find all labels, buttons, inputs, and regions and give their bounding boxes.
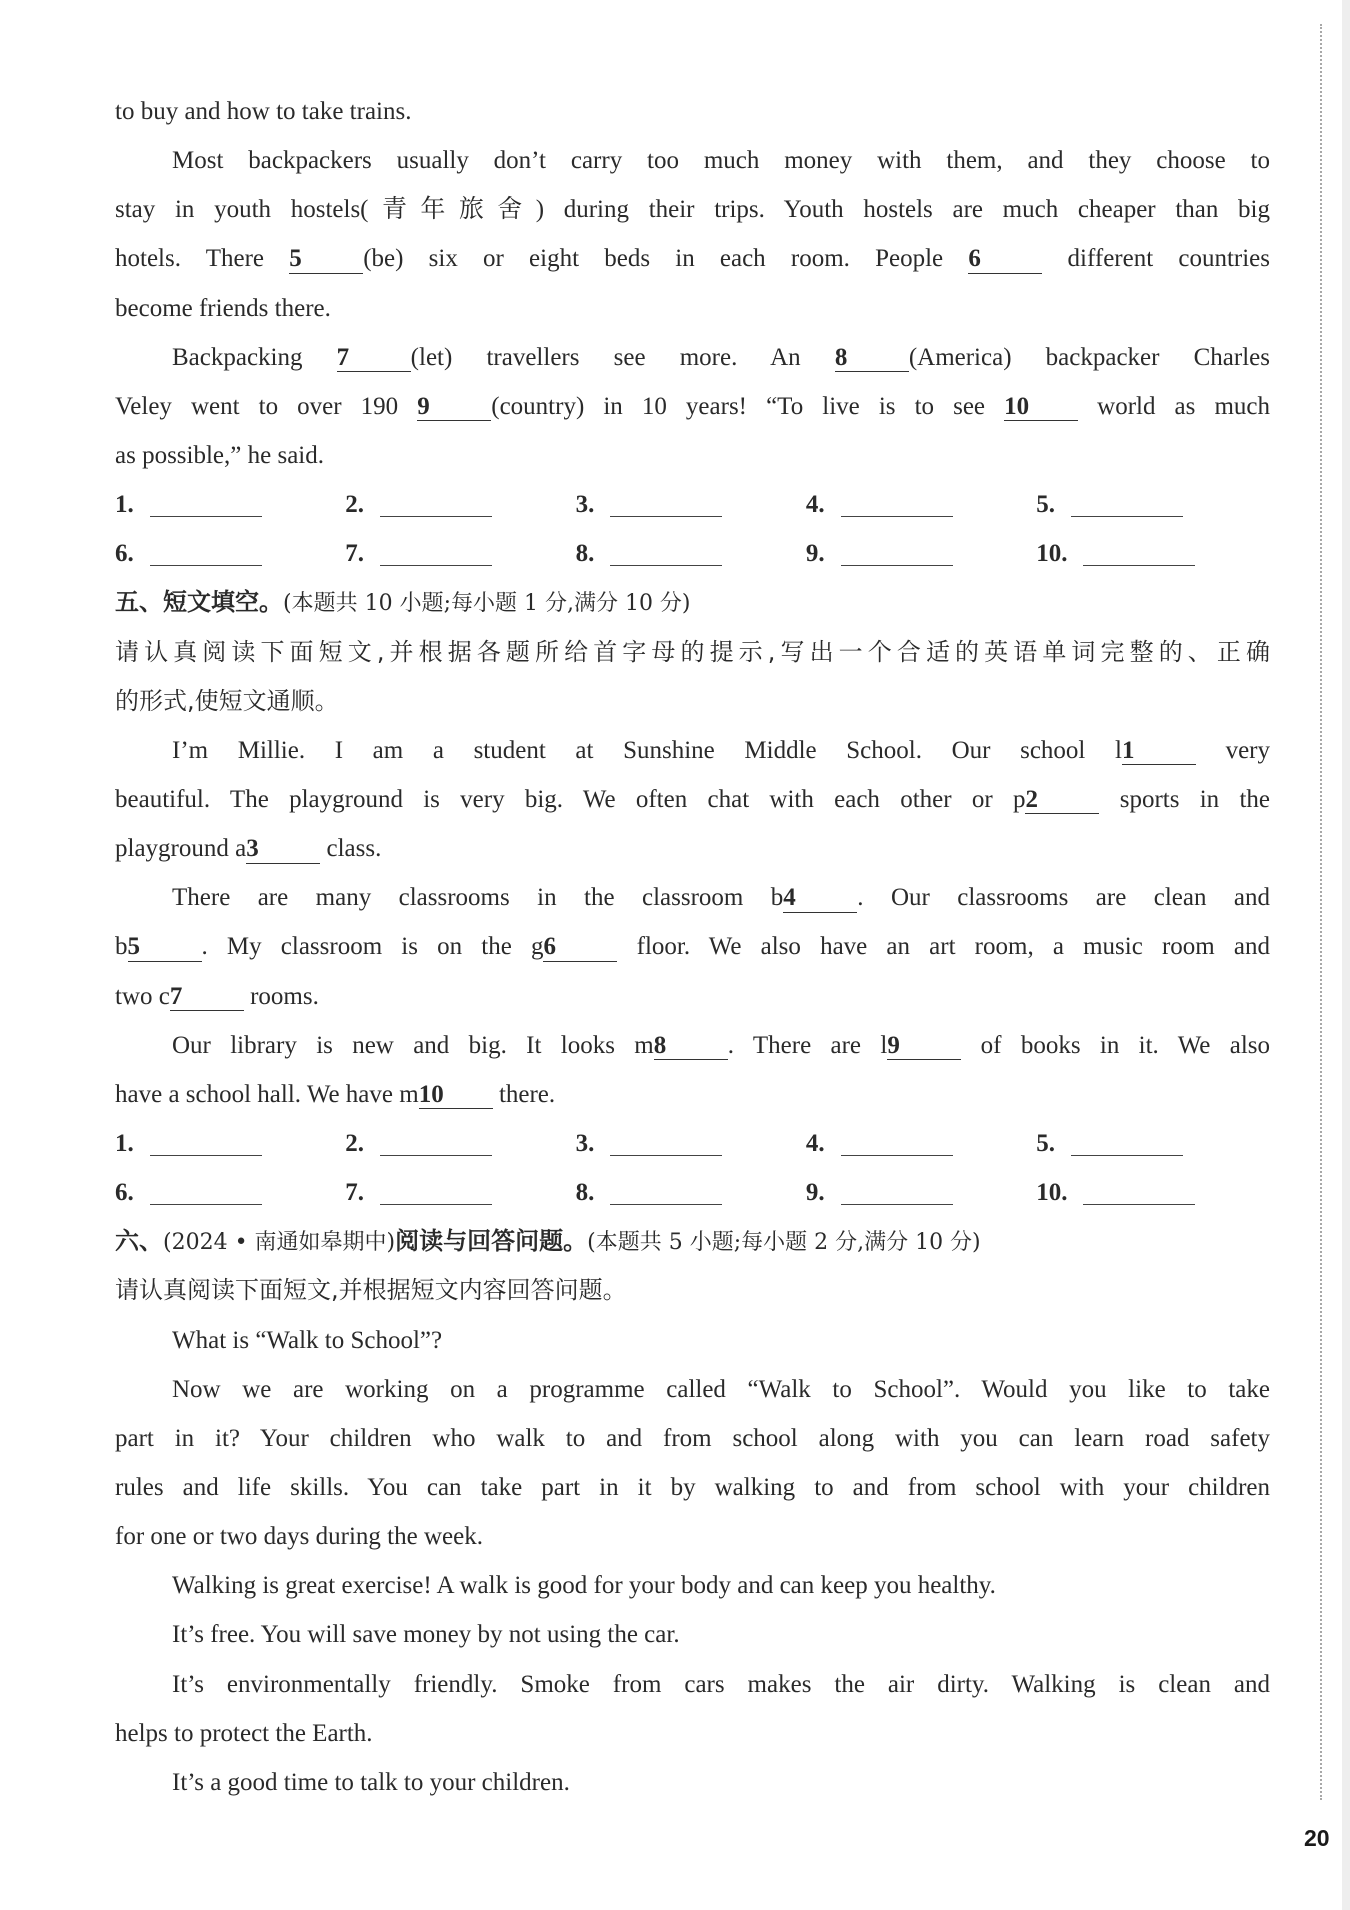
scan-edge-shade	[1342, 0, 1350, 1910]
text-segment: (be) six or eight beds in each room. People	[363, 245, 969, 273]
answer-item	[115, 1168, 345, 1217]
answer-item	[345, 1168, 575, 1217]
paragraph	[115, 726, 1270, 873]
text-line	[115, 1463, 1270, 1512]
text-segment: very	[1195, 736, 1270, 764]
text-segment: for one or two days during the week.	[115, 1523, 483, 1551]
answer-item	[1036, 1119, 1266, 1168]
section-5-heading	[115, 578, 1270, 627]
answer-number: 10.	[1036, 540, 1068, 568]
answer-row	[115, 480, 1270, 529]
text-segment: (America) backpacker Charles	[908, 343, 1271, 371]
text-segment: as possible,” he said.	[115, 441, 324, 469]
blank-number: 8	[834, 343, 848, 371]
paragraph	[115, 333, 1270, 480]
answer-underline	[610, 565, 722, 566]
answer-row	[115, 1119, 1270, 1168]
text-line	[115, 382, 1270, 431]
blank-number: 3	[246, 835, 259, 863]
answer-item	[1036, 480, 1266, 529]
text-line	[115, 1414, 1270, 1463]
text-segment: there.	[492, 1080, 556, 1108]
answer-number: 9.	[805, 540, 825, 568]
text-line	[115, 1512, 1270, 1561]
text-segment: sports in the	[1099, 785, 1270, 813]
text-line	[115, 185, 1270, 234]
answer-underline	[841, 1204, 953, 1205]
blank-number: 2	[1025, 785, 1038, 813]
answer-number: 7.	[345, 540, 365, 568]
answer-underline	[610, 1155, 722, 1156]
answer-number: 6.	[115, 1179, 134, 1207]
section-6-number: 六、	[115, 1227, 163, 1256]
text-line	[115, 726, 1270, 775]
text-segment: Veley went to over 190	[115, 392, 418, 420]
answer-item	[345, 1119, 575, 1168]
text-segment: world as much	[1078, 392, 1271, 420]
answer-item	[345, 529, 575, 578]
answer-number: 1.	[115, 491, 134, 519]
section-5-cloze	[115, 578, 1270, 1217]
section-5-body	[115, 628, 1270, 1218]
answer-underline	[150, 516, 262, 517]
text-line	[115, 1316, 1270, 1365]
answer-underline	[380, 1204, 492, 1205]
text-segment: stay in youth hostels(青年旅舍) during their trips. Youth hostels are much cheaper than big	[115, 196, 1270, 224]
answer-item	[576, 480, 806, 529]
answer-item	[806, 529, 1036, 578]
text-segment: rules and life skills. You can take part in it by walking to and from school with your children	[115, 1473, 1270, 1501]
answer-number: 8.	[575, 540, 595, 568]
text-segment: beautiful. The playground is very big. We often chat with each other or p	[115, 785, 1026, 813]
blank-number: 10	[1004, 392, 1030, 420]
text-segment: It’s free. You will save money by not using the car.	[172, 1621, 680, 1649]
text-segment: Most backpackers usually don’t carry too much money with them, and they choose to	[172, 147, 1270, 175]
paragraph	[115, 1610, 1270, 1659]
answer-blank	[170, 983, 244, 1012]
text-line	[115, 136, 1270, 185]
text-segment: part in it? Your children who walk to and from school along with you can learn road safety	[115, 1424, 1270, 1452]
text-segment: hotels. There	[115, 245, 290, 273]
answer-blank	[1122, 737, 1196, 766]
answer-blank	[419, 1081, 493, 1110]
answer-blank	[887, 1032, 961, 1061]
text-line	[115, 922, 1270, 971]
answer-item	[115, 480, 345, 529]
text-line	[115, 1561, 1270, 1610]
answer-blank	[654, 1032, 728, 1061]
text-segment: b	[115, 933, 128, 961]
answer-number: 4.	[805, 1129, 825, 1157]
section-6-title: 阅读与回答问题。	[395, 1227, 588, 1256]
answer-row	[115, 1168, 1270, 1217]
text-segment: It’s environmentally friendly. Smoke from cars makes the air dirty. Walking is clean and	[172, 1670, 1270, 1698]
text-segment: have a school hall. We have m	[115, 1080, 419, 1108]
text-segment: helps to protect the Earth.	[115, 1719, 373, 1747]
answer-item	[576, 1168, 806, 1217]
answer-underline	[841, 516, 953, 517]
text-line	[115, 1070, 1270, 1119]
section-6-scoring-note: (本题共 5 小题;每小题 2 分,满分 10 分)	[587, 1230, 981, 1256]
page-number: 20	[1304, 1825, 1330, 1851]
blank-number: 4	[783, 884, 796, 912]
text-line	[115, 87, 1270, 136]
answer-item	[806, 1119, 1036, 1168]
blank-number: 6	[968, 245, 981, 273]
answer-blank	[968, 245, 1042, 274]
answer-item	[115, 1119, 345, 1168]
text-line	[115, 1365, 1270, 1414]
answer-blank	[1004, 393, 1078, 422]
answer-underline	[841, 1155, 953, 1156]
text-line	[115, 1021, 1270, 1070]
paragraph	[115, 1561, 1270, 1610]
text-line	[115, 284, 1270, 333]
blank-number: 10	[418, 1080, 444, 1108]
text-segment: (let) travellers see more. An	[410, 343, 835, 371]
answer-item	[1036, 529, 1266, 578]
answer-underline	[150, 1155, 262, 1156]
answer-number: 2.	[345, 491, 365, 519]
paragraph	[115, 873, 1270, 1020]
answer-number: 3.	[575, 1129, 595, 1157]
text-line	[115, 431, 1270, 480]
answer-underline	[380, 516, 492, 517]
paragraph	[115, 136, 1270, 333]
answer-number: 2.	[345, 1129, 365, 1157]
section-6-heading	[115, 1217, 1270, 1266]
answer-item	[576, 1119, 806, 1168]
text-segment: Now we are working on a programme called “Walk to School”. Would you like to take	[172, 1375, 1270, 1403]
text-line	[115, 972, 1270, 1021]
answer-blank	[246, 835, 320, 864]
section-5-title: 五、短文填空。	[115, 588, 283, 617]
text-segment: (country) in 10 years! “To live is to see	[491, 392, 1005, 420]
text-line	[115, 873, 1270, 922]
answer-number: 9.	[805, 1179, 825, 1207]
instruction-line: 请认真阅读下面短文,并根据短文内容回答问题。	[115, 1276, 627, 1305]
text-segment: . My classroom is on the g	[201, 933, 544, 961]
answer-number: 5.	[1036, 1129, 1055, 1157]
blank-number: 7	[169, 982, 183, 1010]
answer-underline	[841, 565, 953, 566]
answer-blank	[337, 344, 411, 373]
section-6-body	[115, 1266, 1270, 1807]
text-line	[115, 1709, 1270, 1758]
text-segment: of books in it. We also	[961, 1031, 1270, 1059]
answer-number: 1.	[115, 1129, 134, 1157]
blank-number: 9	[887, 1031, 900, 1059]
text-line	[115, 1660, 1270, 1709]
answer-item	[576, 529, 806, 578]
answer-item	[115, 529, 345, 578]
text-segment: Our library is new and big. It looks m	[172, 1031, 654, 1059]
answer-blank	[417, 393, 491, 422]
text-segment: I’m Millie. I am a student at Sunshine Middle School. Our school l	[172, 736, 1122, 764]
answer-item	[806, 480, 1036, 529]
answer-blank	[289, 245, 363, 274]
blank-number: 9	[417, 392, 430, 420]
text-line	[115, 333, 1270, 382]
answer-item	[345, 480, 575, 529]
paragraph	[115, 1365, 1270, 1562]
section-6-reading	[115, 1217, 1270, 1807]
text-line	[115, 1610, 1270, 1659]
paragraph	[115, 1758, 1270, 1807]
answer-underline	[1083, 1204, 1195, 1205]
answer-blank	[128, 933, 202, 962]
text-segment: Walking is great exercise! A walk is good for your body and can keep you healthy.	[172, 1572, 996, 1600]
paragraph	[115, 1021, 1270, 1119]
answer-underline	[1083, 565, 1195, 566]
blank-number: 1	[1121, 736, 1135, 764]
blank-number: 8	[653, 1031, 667, 1059]
text-segment: different countries	[1042, 245, 1271, 273]
text-segment: It’s a good time to talk to your children.	[172, 1768, 570, 1796]
instruction-line: 请认真阅读下面短文,并根据各题所给首字母的提示,写出一个合适的英语单词完整的、正确	[115, 637, 1270, 666]
text-segment: . Our classrooms are clean and	[857, 884, 1270, 912]
answer-number: 6.	[115, 540, 134, 568]
answer-item	[1036, 1168, 1266, 1217]
answer-blank	[835, 344, 909, 373]
answer-number: 3.	[575, 491, 595, 519]
answer-blank	[543, 933, 617, 962]
text-segment: rooms.	[243, 982, 319, 1010]
section-6-source: (2024 • 南通如皋期中)	[163, 1230, 396, 1256]
text-segment: two c	[115, 982, 170, 1010]
text-segment: Backpacking	[172, 343, 337, 371]
answer-number: 8.	[575, 1179, 595, 1207]
text-segment: class.	[320, 835, 382, 863]
answer-underline	[1071, 516, 1183, 517]
text-line	[115, 1758, 1270, 1807]
answer-blank	[1025, 786, 1099, 815]
answer-number: 5.	[1036, 491, 1055, 519]
page-content	[115, 87, 1270, 1807]
answer-underline	[380, 1155, 492, 1156]
answer-row	[115, 529, 1270, 578]
continued-paragraph	[115, 87, 1270, 136]
text-line	[115, 775, 1270, 824]
answer-blank	[783, 884, 857, 913]
text-segment: playground a	[115, 835, 247, 863]
blank-number: 5	[289, 245, 302, 273]
paragraph	[115, 1316, 1270, 1365]
text-line	[115, 234, 1270, 283]
blank-number: 7	[336, 343, 350, 371]
answer-item	[806, 1168, 1036, 1217]
text-segment: There are many classrooms in the classroom b	[172, 884, 784, 912]
answer-number: 10.	[1036, 1179, 1068, 1207]
blank-number: 6	[543, 933, 556, 961]
instruction-line: 的形式,使短文通顺。	[115, 686, 339, 715]
answer-underline	[380, 565, 492, 566]
answer-underline	[1071, 1155, 1183, 1156]
answer-underline	[610, 516, 722, 517]
binding-dotted-line	[1320, 24, 1322, 1800]
text-segment: to buy and how to take trains.	[115, 98, 412, 125]
section-5-scoring-note: (本题共 10 小题;每小题 1 分,满分 10 分)	[283, 591, 691, 617]
text-line	[115, 824, 1270, 873]
text-segment: floor. We also have an art room, a music room and	[617, 933, 1270, 961]
text-segment: What is “Walk to School”?	[172, 1326, 443, 1354]
answer-underline	[150, 1204, 262, 1205]
answer-underline	[150, 565, 262, 566]
text-segment: . There are l	[727, 1031, 888, 1059]
answer-underline	[610, 1204, 722, 1205]
answer-number: 7.	[345, 1179, 365, 1207]
text-segment: become friends there.	[115, 294, 331, 322]
section-4-continued	[115, 87, 1270, 578]
answer-number: 4.	[805, 491, 825, 519]
paragraph	[115, 1660, 1270, 1758]
blank-number: 5	[127, 933, 140, 961]
